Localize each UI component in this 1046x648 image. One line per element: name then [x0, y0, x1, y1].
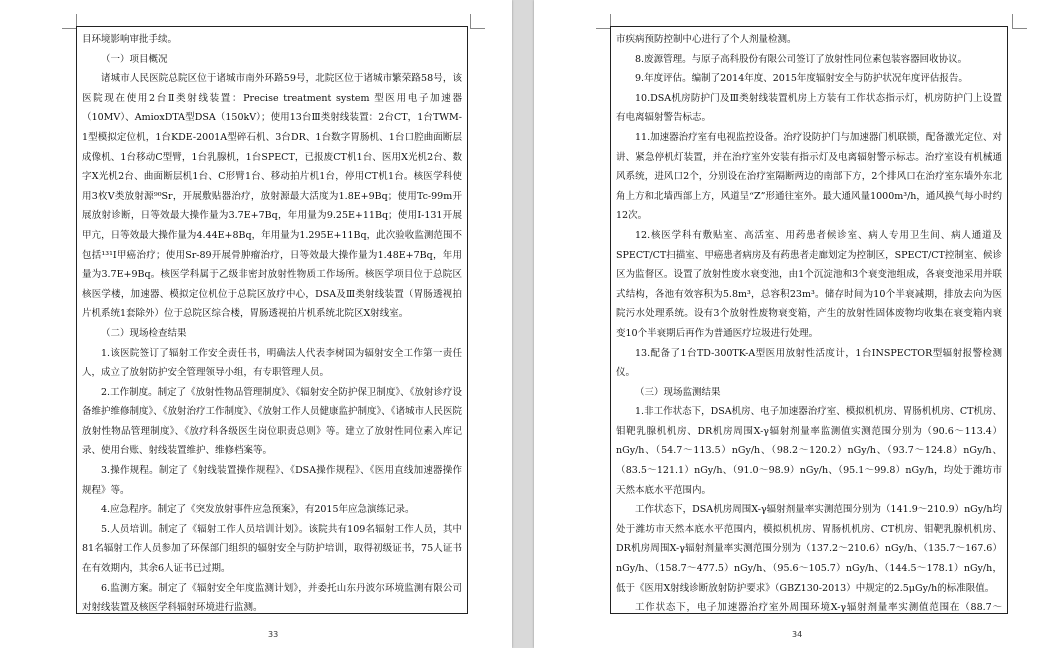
- crop-mark-top-left: [596, 14, 611, 29]
- paragraph: 3.操作规程。制定了《射线装置操作规程》、《DSA操作规程》、《医用直线加速器操作规程》等。: [82, 465, 462, 496]
- paragraph: 工作状态下，DSA机房周围X-γ辐射剂量率实测范围分别为（141.9～210.9）nGy/h均处于潍坊市天然本底水平范围内，模拟机机房、胃肠机机房、CT机房、钼靶乳腺机机房、DR机房周围X-γ辐射剂量率实测范围分别为（137.2～210.6）nGy/h、（135.7～167.6）nGy/h、（158.7～477.5）nGy/h、（95.6～105.7）nGy/h、（144.5～178.1）nGy/h，低于《医用X射线诊断放射防护要求》（GBZ130-2013）中规定的2.5μGy/h的标准限值。: [616, 504, 1002, 594]
- paragraph: 8.废源管理。与原子高科股份有限公司签订了放射性同位素包装容器回收协议。: [635, 53, 968, 65]
- paragraph: 市疾病预防控制中心进行了个人剂量检测。: [616, 34, 797, 45]
- crop-mark-top-right: [1012, 14, 1027, 29]
- section-heading-overview: （一）项目概况: [101, 53, 168, 65]
- paragraph: 10.DSA机房防护门及Ⅲ类射线装置机房上方装有工作状态指示灯，机房防护门上设置有电离辐射警告标志。: [616, 92, 1002, 124]
- crop-mark-top-right: [470, 14, 485, 29]
- paragraph: 1.非工作状态下，DSA机房、电子加速器治疗室、模拟机机房、胃肠机机房、CT机房、钼靶乳腺机机房、DR机房周围X-γ辐射剂量率监测值实测范围分别为（90.6～113.4）nGy/h、（54.7～113.5）nGy/h、（98.2～120.2）nGy/h、（93.7～124.8）nGy/h、（83.5～121.1）nGy/h、（91.0～98.9）nGy/h、（95.1～99.8）nGy/h，均处于潍坊市天然本底水平范围内。: [616, 406, 1002, 496]
- section-heading-monitoring: （三）现场监测结果: [635, 386, 721, 398]
- paragraph: 6.监测方案。制定了《辐射安全年度监测计划》，并委托山东丹波尔环境监测有限公司对射线装置及核医学科辐射环境进行监测。: [82, 582, 462, 614]
- paragraph: 1.该医院签订了辐射工作安全责任书，明确法人代表李树国为辐射安全工作第一责任人，成立了放射防护安全管理领导小组，有专职管理人员。: [82, 347, 462, 379]
- paragraph: 2.工作制度。制定了《放射性物品管理制度》、《辐射安全防护保卫制度》、《放射诊疗设备维护维修制度》、《放射治疗工作制度》、《放射工作人员健康监护制度》、《诸城市人民医院放射性物品管理制度》、《放疗科各级医生岗位职责总则》等。建立了放射性同位素入库记录、使用台账、射线装置维护、维修档案等。: [82, 386, 463, 457]
- document-page-33: [0, 0, 512, 648]
- page-number: 33: [268, 630, 279, 639]
- paragraph: 12.核医学科有敷贴室、高活室、用药患者候诊室、病人专用卫生间、病人通道及SPECT/CT扫描室、甲癌患者病房及有药患者走廊划定为控制区，SPECT/CT控制室、候诊区为监督区。设置了放射性废水衰变池，由1个沉淀池和3个衰变池组成，各衰变池采用并联式结构，各池有效容积为5.8m³，总容积23m³。储存时间为10个半衰减期，排放去向为医院污水处理系统。设有3个放射性废物衰变箱，产生的放射性固体废物均收集在衰变箱内衰变10个半衰期后再作为普通医疗垃圾进行处理。: [616, 229, 1002, 339]
- paragraph: 13.配备了1台TD-300TK-A型医用放射性活度计，1台INSPECTOR型辐射报警检测仪。: [616, 347, 1002, 379]
- page-gutter: [512, 0, 534, 648]
- paragraph: 诸城市人民医院总院区位于诸城市南外环路59号，北院区位于诸城市繁荣路58号，该医院现在使用2台Ⅱ类射线装置：Precise treatment system 型医用电子加速器（10MV）、AmioxDTA型DSA（150kV）；使用13台Ⅲ类射线装置：2台CT，1台TWM-1型模拟定位机，1台KDE-2001A型碎石机、3台DR、1台数字胃肠机、1台口腔曲面断层成像机、1台移动C型臂，1台乳腺机，1台SPECT，已报废CT机1台、医用X光机2台、数字X光机2台、曲面断层机1台、C形臂1台、移动拍片机1台，停用CT机1台。核医学科使用3枚Ⅴ类放射源⁹⁰Sr，开展敷贴器治疗，放射源最大活度为1.8E+9Bq；使用Tc-99m开展放射诊断，日等效最大操作量为3.7E+7Bq，年用量为9.25E+11Bq；使用I-131开展甲亢，日等效最大操作量为4.44E+8Bq，年用量为1.295E+11Bq，此次验收监测范围不包括¹³¹I甲癌治疗；使用Sr-89开展骨肿瘤治疗，日等效最大操作量为1.48E+7Bq，年用量为3.7E+9Bq。核医学科属于乙级非密封放射性物质工作场所。核医学项目位于总院区核医学楼，加速器、模拟定位机位于总院区放疗中心，DSA及Ⅲ类射线装置（胃肠透视拍片机系统1套除外）位于总院区综合楼，胃肠透视拍片机系统北院区X射线室。: [82, 73, 462, 320]
- section-heading-inspection: （二）现场检查结果: [101, 327, 187, 339]
- page-33-content-frame: [76, 26, 468, 614]
- document-page-34: [534, 0, 1046, 648]
- paragraph: 5.人员培训。制定了《辐射工作人员培训计划》。该院共有109名辐射工作人员，其中81名辐射工作人员参加了环保部门组织的辐射安全与防护培训，取得初级证书，75人证书在有效期内，其余6人证书已过期。: [82, 523, 462, 575]
- page-34-content-frame: [610, 26, 1008, 614]
- page-number: 34: [792, 630, 803, 639]
- paragraph: 工作状态下，电子加速器治疗室外周围环境X-γ辐射剂量率实测值范围在（88.7～: [635, 602, 1002, 614]
- paragraph: 11.加速器治疗室有电视监控设备。治疗设防护门与加速器门机联锁，配备激光定位、对讲、紧急停机灯装置，并在治疗室外安装有指示灯及电离辐射警示标志。治疗室设有机械通风系统，进风口2个，分别设在治疗室隔断两边的南部下方，2个排风口在治疗室东墙外东北角上方和北墙西部上方，风道呈“Z”形通往室外。最大通风量1000m³/h，通风换气每小时约12次。: [616, 131, 1002, 222]
- crop-mark-top-left: [62, 14, 77, 29]
- paragraph: 4.应急程序。制定了《突发放射事件应急预案》，有2015年应急演练记录。: [101, 504, 415, 516]
- paragraph: 目环境影响审批手续。: [82, 34, 178, 45]
- paragraph: 9.年度评估。编制了2014年度、2015年度辐射安全与防护状况年度评估报告。: [635, 73, 968, 85]
